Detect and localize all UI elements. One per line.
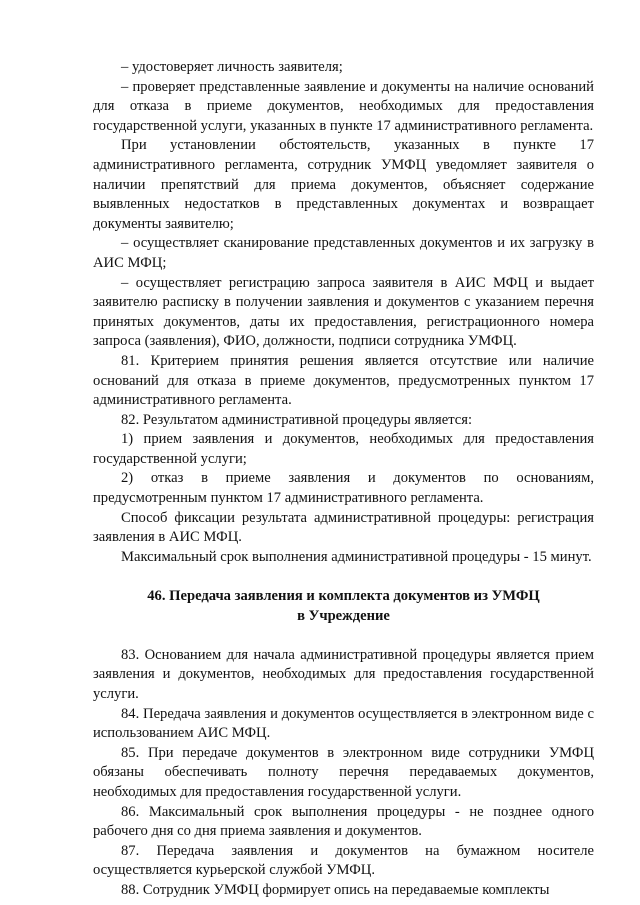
paragraph-83: 83. Основанием для начала административной процедуры является прием заявления и документов, необходимых для предоставления государственной услуги. <box>93 646 594 702</box>
section-spacer-top <box>93 567 594 587</box>
paragraph-88: 88. Сотрудник УМФЦ формирует опись на передаваемые комплекты <box>121 881 550 898</box>
paragraph-verify-identity: – удостоверяет личность заявителя; <box>121 59 343 75</box>
paragraph-circumstances: При установлении обстоятельств, указанных в пункте 17 административного регламента, сотрудник УМФЦ уведомляет заявителя о наличии препятствий для приема документов, объясняет содержание выявленных недостатков в представленных документах и возвращает документы заявителю; <box>93 137 594 232</box>
paragraph-max-duration: Максимальный срок выполнения административной процедуры - 15 минут. <box>121 548 592 565</box>
paragraph-check-documents: – проверяет представленные заявление и документы на наличие оснований для отказа в приеме документов, необходимых для предоставления государственной услуги, указанных в пункте 17 административного регламента. <box>93 78 594 134</box>
paragraph-82-item-2: 2) отказ в приеме заявления и документов по основаниям, предусмотренным пунктом 17 административного регламента. <box>93 470 594 507</box>
paragraph-82-item-1: 1) прием заявления и документов, необходимых для предоставления государственной услуги; <box>93 431 594 467</box>
paragraph-scanning: – осуществляет сканирование представленных документов и их загрузку в АИС МФЦ; <box>93 235 594 271</box>
paragraph-87: 87. Передача заявления и документов на бумажном носителе осуществляется курьерской службой УМФЦ. <box>93 842 594 879</box>
paragraph-84: 84. Передача заявления и документов осуществляется в электронном виде с использованием АИС МФЦ. <box>93 705 594 742</box>
paragraph-81: 81. Критерием принятия решения является отсутствие или наличие оснований для отказа в приеме документов, предусмотренных пунктом 17 административного регламента. <box>93 352 594 409</box>
section-heading-line-2: в Учреждение <box>297 607 390 624</box>
paragraph-fixation-method: Способ фиксации результата административной процедуры: регистрация заявления в АИС МФЦ. <box>93 509 594 546</box>
paragraph-82: 82. Результатом административной процедуры является: <box>121 411 473 428</box>
section-spacer-bottom <box>93 626 594 646</box>
paragraph-registration: – осуществляет регистрацию запроса заявителя в АИС МФЦ и выдает заявителю расписку в получении заявления и документов с указанием перечня принятых документов, даты их предоставления, регистрационного номера запроса (заявления), ФИО, должности, подписи сотрудника УМФЦ. <box>93 274 594 350</box>
section-heading-line-1: 46. Передача заявления и комплекта документов из УМФЦ <box>147 588 540 605</box>
paragraph-85: 85. При передаче документов в электронном виде сотрудники УМФЦ обязаны обеспечивать полноту перечня передаваемых документов, необходимых для предоставления государственной услуги. <box>93 744 594 800</box>
paragraph-86: 86. Максимальный срок выполнения процедуры - не позднее одного рабочего дня со дня приема заявления и документов. <box>93 803 594 840</box>
